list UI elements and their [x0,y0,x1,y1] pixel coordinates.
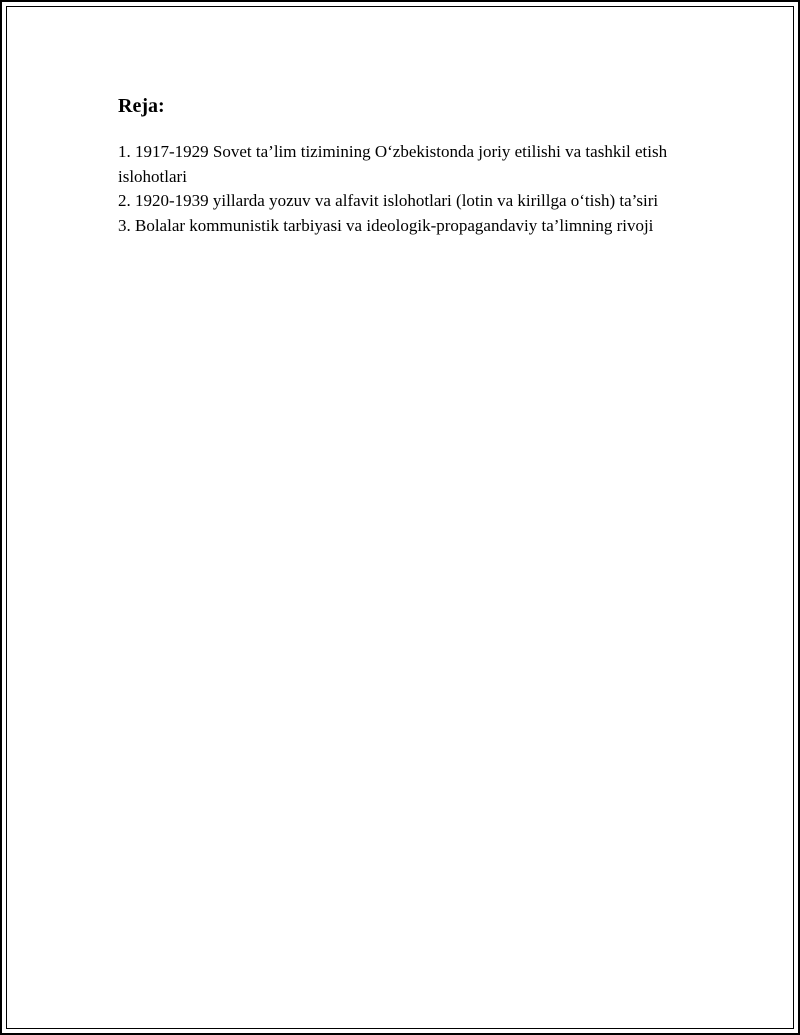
plan-list [118,140,688,238]
document-body [118,92,688,238]
plan-item-2: 2. 1920-1939 yillarda yozuv va alfavit islohotlari (lotin va kirillga o‘tish) ta’siri [118,191,659,210]
plan-item-1: 1. 1917-1929 Sovet ta’lim tizimining O‘zbekistonda joriy etilishi va tashkil etish islohotlari [118,142,668,186]
plan-item-3: 3. Bolalar kommunistik tarbiyasi va ideologik-propagandaviy ta’limning rivoji [118,215,654,235]
plan-heading: Reja: [118,95,165,117]
